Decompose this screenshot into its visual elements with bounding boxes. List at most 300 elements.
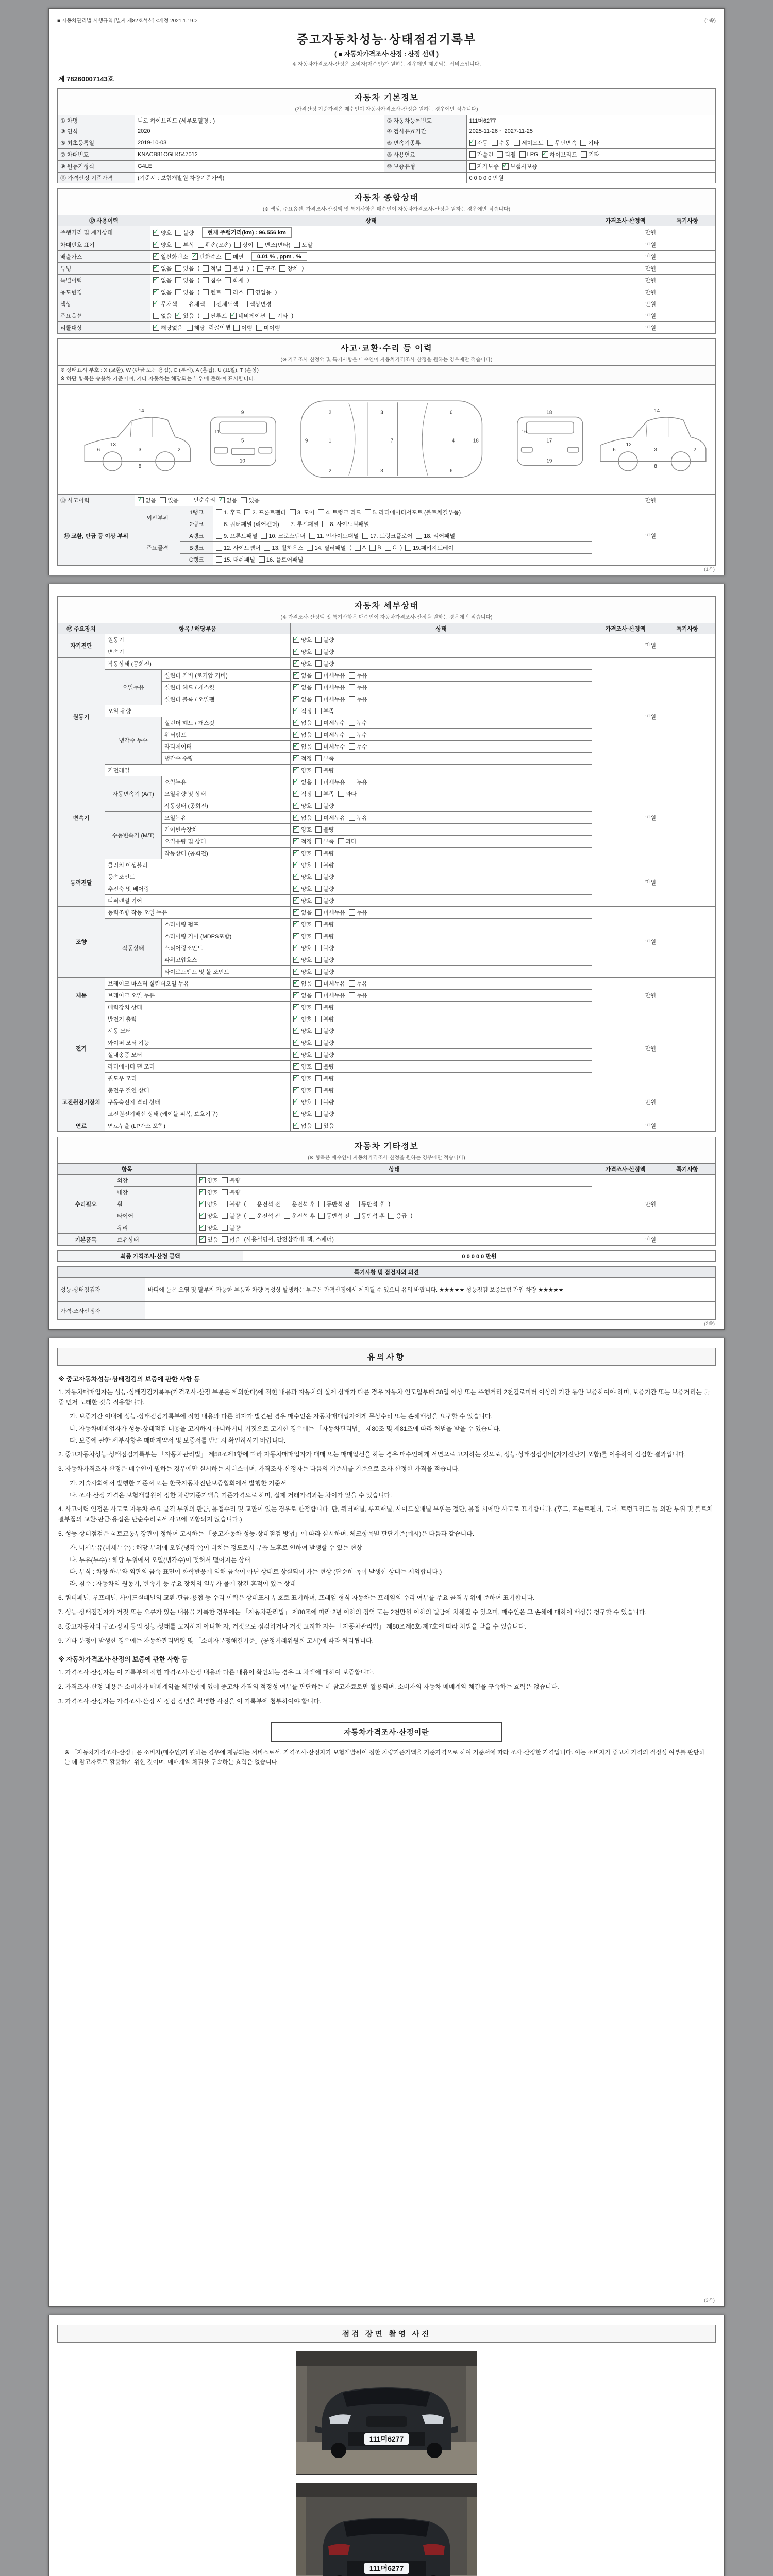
checkbox-option[interactable] bbox=[349, 778, 367, 786]
checkbox-option[interactable] bbox=[315, 766, 334, 774]
checkbox-option[interactable] bbox=[153, 300, 177, 308]
checkbox-option[interactable] bbox=[315, 754, 334, 762]
checkbox-option[interactable] bbox=[175, 312, 194, 320]
checkbox-option[interactable] bbox=[261, 532, 305, 540]
checkbox-option[interactable] bbox=[349, 731, 367, 739]
checkbox-option[interactable] bbox=[315, 1074, 334, 1082]
device-item: 브레이크 오일 누유 bbox=[105, 989, 291, 1001]
checkbox-option[interactable] bbox=[293, 932, 312, 940]
checkbox-option[interactable] bbox=[199, 1176, 218, 1184]
checkbox-option[interactable] bbox=[203, 288, 221, 296]
checkbox-option[interactable] bbox=[222, 1235, 240, 1244]
checkbox-option[interactable] bbox=[307, 544, 346, 552]
checkbox-label: 양호 bbox=[301, 1016, 312, 1023]
checkbox-option[interactable] bbox=[315, 778, 345, 786]
checkbox-option[interactable] bbox=[199, 1224, 218, 1232]
checkbox-option[interactable] bbox=[199, 1188, 218, 1196]
checkbox-option[interactable] bbox=[315, 648, 334, 656]
checkbox-option[interactable] bbox=[293, 695, 312, 703]
checkbox-option[interactable] bbox=[416, 532, 455, 540]
checkbox-option[interactable] bbox=[293, 861, 312, 869]
checkbox-option[interactable] bbox=[153, 241, 172, 249]
checkbox-option[interactable] bbox=[293, 659, 312, 668]
checkbox-label: 자동 bbox=[477, 140, 488, 146]
checkbox-option[interactable] bbox=[315, 683, 345, 691]
checkbox-option[interactable] bbox=[293, 802, 312, 810]
checkbox-option[interactable] bbox=[349, 814, 367, 822]
notice-subitem: 다. 부식 : 차량 하부와 외판의 금속 표면이 화학반응에 의해 금속이 아닌 상태로 상실되어 가는 현상 (단순히 녹이 발생한 상태는 제외합니다.) bbox=[70, 1568, 442, 1575]
checkbox-icon bbox=[269, 313, 275, 319]
checkbox-option[interactable] bbox=[349, 719, 367, 727]
checkbox-option[interactable] bbox=[203, 264, 221, 273]
checkbox-option[interactable] bbox=[269, 312, 288, 320]
section-title bbox=[58, 189, 716, 215]
checkbox-option[interactable] bbox=[241, 496, 259, 504]
checkbox-option[interactable] bbox=[293, 683, 312, 691]
checkbox-option[interactable] bbox=[209, 300, 239, 308]
checkbox-option[interactable] bbox=[222, 1176, 240, 1184]
checkbox-label: 양호 bbox=[301, 886, 312, 892]
checkbox-option[interactable] bbox=[293, 766, 312, 774]
checkbox-label: 렌트 bbox=[210, 290, 222, 296]
checkbox-option[interactable] bbox=[315, 1027, 334, 1035]
checkbox-label: 불법 bbox=[232, 266, 244, 273]
checkbox-icon bbox=[514, 140, 520, 146]
checkbox-label: 없음 bbox=[301, 779, 312, 786]
checkbox-checked-icon bbox=[293, 1028, 299, 1034]
checkbox-option[interactable] bbox=[581, 150, 599, 159]
checkbox-option[interactable] bbox=[293, 648, 312, 656]
checkbox-option[interactable] bbox=[199, 1200, 218, 1208]
basic-row bbox=[58, 115, 716, 126]
checkbox-option[interactable] bbox=[222, 1200, 240, 1208]
checkbox-option[interactable] bbox=[198, 241, 231, 249]
checkbox-option[interactable] bbox=[309, 532, 359, 540]
checkbox-option[interactable] bbox=[284, 1212, 315, 1220]
parts-items bbox=[213, 553, 592, 565]
checkbox-option[interactable] bbox=[293, 1074, 312, 1082]
checkbox-icon bbox=[315, 1123, 322, 1129]
checkbox-option[interactable] bbox=[175, 264, 194, 273]
checkbox-option[interactable] bbox=[293, 790, 312, 798]
note-cell bbox=[659, 494, 715, 506]
column-header: 특기사항 bbox=[659, 623, 715, 634]
checkbox-option[interactable] bbox=[293, 1050, 312, 1059]
price-survey-definition-title: 자동차가격조사·산정이란 bbox=[271, 1722, 502, 1742]
checkbox-option[interactable] bbox=[354, 1200, 385, 1208]
checkbox-option[interactable] bbox=[318, 508, 361, 516]
checkbox-option[interactable] bbox=[279, 264, 298, 273]
checkbox-checked-icon bbox=[293, 886, 299, 892]
checkbox-option[interactable] bbox=[192, 252, 222, 261]
checkbox-option[interactable] bbox=[225, 276, 243, 284]
checkbox-option[interactable] bbox=[388, 1212, 407, 1220]
checkbox-icon bbox=[315, 791, 322, 797]
device-state bbox=[291, 1072, 592, 1084]
checkbox-checked-icon bbox=[230, 313, 237, 319]
checkbox-option[interactable] bbox=[293, 873, 312, 881]
checkbox-label: 없음 bbox=[301, 743, 312, 750]
checkbox-icon bbox=[315, 755, 322, 761]
checkbox-label: 있음 bbox=[183, 278, 194, 284]
checkbox-option[interactable] bbox=[315, 790, 334, 798]
checkbox-label: 양호 bbox=[301, 945, 312, 952]
checkbox-option[interactable] bbox=[293, 1062, 312, 1071]
checkbox-option[interactable] bbox=[153, 324, 183, 332]
checkbox-option[interactable] bbox=[315, 636, 334, 644]
checkbox-option[interactable] bbox=[315, 908, 345, 917]
checkbox-option[interactable] bbox=[580, 139, 599, 147]
checkbox-label: 양호 bbox=[301, 1052, 312, 1058]
checkbox-icon bbox=[315, 1028, 322, 1034]
checkbox-option[interactable] bbox=[293, 956, 312, 964]
checkbox-option[interactable] bbox=[315, 896, 334, 905]
device-state bbox=[291, 823, 592, 835]
checkbox-option[interactable] bbox=[315, 671, 345, 680]
checkbox-option[interactable] bbox=[293, 885, 312, 893]
checkbox-option[interactable] bbox=[293, 849, 312, 857]
checkbox-icon bbox=[309, 533, 315, 539]
checkbox-label: 양호 bbox=[207, 1177, 219, 1184]
checkbox-option[interactable] bbox=[153, 264, 172, 273]
checkbox-option[interactable] bbox=[160, 496, 178, 504]
checkbox-option[interactable] bbox=[315, 1039, 334, 1047]
checkbox-option[interactable] bbox=[199, 1212, 218, 1220]
checkbox-option[interactable] bbox=[349, 671, 367, 680]
checkbox-option[interactable] bbox=[293, 636, 312, 644]
checkbox-option[interactable] bbox=[315, 802, 334, 810]
checkbox-option[interactable] bbox=[315, 837, 334, 845]
checkbox-checked-icon bbox=[199, 1201, 206, 1207]
checkbox-option[interactable] bbox=[315, 1098, 334, 1106]
checkbox-label: 6. 쿼터패널 (리어펜더) bbox=[224, 521, 279, 528]
checkbox-icon bbox=[349, 684, 355, 690]
note-cell bbox=[659, 906, 715, 977]
checkbox-option[interactable] bbox=[230, 312, 265, 320]
checkbox-option[interactable] bbox=[293, 944, 312, 952]
final-price-label: 최종 가격조사·산정 금액 bbox=[58, 1250, 243, 1261]
checkbox-option[interactable] bbox=[349, 695, 367, 703]
checkbox-label: 운전석 전 bbox=[257, 1213, 280, 1219]
device-state bbox=[291, 894, 592, 906]
checkbox-option[interactable] bbox=[315, 731, 345, 739]
checkbox-option[interactable] bbox=[203, 276, 221, 284]
checkbox-option[interactable] bbox=[315, 849, 334, 857]
checkbox-option[interactable] bbox=[293, 908, 312, 917]
checkbox-option[interactable] bbox=[290, 508, 314, 516]
checkbox-option[interactable] bbox=[315, 932, 334, 940]
checkbox-option[interactable] bbox=[315, 1062, 334, 1071]
field-label: ⑥ 변속기종류 bbox=[384, 137, 466, 149]
usage-item-label: 튜닝 bbox=[58, 263, 150, 275]
checkbox-option[interactable] bbox=[153, 229, 172, 237]
checkbox-option[interactable] bbox=[293, 1122, 312, 1130]
checkbox-label: 기타 bbox=[588, 140, 599, 146]
checkbox-option[interactable] bbox=[315, 1110, 334, 1118]
diagram-part-number: 2 bbox=[328, 468, 332, 474]
checkbox-label: 2. 프론트펜더 bbox=[252, 509, 286, 516]
checkbox-option[interactable] bbox=[355, 545, 366, 551]
checkbox-option[interactable] bbox=[362, 532, 412, 540]
checkbox-label: 12. 사이드멤버 bbox=[224, 545, 261, 551]
checkbox-option[interactable] bbox=[293, 1110, 312, 1118]
checkbox-option[interactable] bbox=[225, 288, 243, 296]
notice-subitem: 다. 보증에 관한 세부사항은 매매계약서 및 보증서를 반드시 확인하시기 바랍니다. bbox=[70, 1436, 286, 1444]
note-cell bbox=[659, 977, 715, 1013]
checkbox-checked-icon bbox=[293, 921, 299, 927]
checkbox-option[interactable] bbox=[338, 837, 357, 845]
notice-paragraph: 1. 가격조사·산정자는 이 기록부에 적힌 가격조사·산정 내용과 다른 내용이 확인되는 경우 그 차액에 대하여 보증합니다. bbox=[58, 1669, 374, 1676]
checkbox-option[interactable] bbox=[502, 162, 537, 171]
checkbox-icon bbox=[315, 696, 322, 702]
price-cell: 만원 bbox=[592, 263, 659, 275]
checkbox-label: 불량 bbox=[229, 1225, 241, 1231]
checkbox-option[interactable] bbox=[153, 288, 172, 296]
diagram-part-number: 1 bbox=[328, 438, 332, 444]
checkbox-option[interactable] bbox=[216, 520, 279, 528]
checkbox-label: 양호 bbox=[301, 826, 312, 833]
checkbox-option[interactable] bbox=[315, 944, 334, 952]
checkbox-icon bbox=[349, 672, 355, 679]
checkbox-option[interactable] bbox=[293, 814, 312, 822]
checkbox-option[interactable] bbox=[175, 241, 194, 249]
checkbox-option[interactable] bbox=[175, 276, 194, 284]
checkbox-option[interactable] bbox=[519, 151, 539, 158]
checkbox-option[interactable] bbox=[315, 920, 334, 928]
checkbox-option[interactable] bbox=[284, 1200, 315, 1208]
checkbox-option[interactable] bbox=[175, 229, 194, 237]
checkbox-option[interactable] bbox=[256, 324, 280, 332]
checkbox-option[interactable] bbox=[234, 241, 253, 249]
checkbox-option[interactable] bbox=[293, 719, 312, 727]
checkbox-option[interactable] bbox=[225, 252, 244, 261]
checkbox-option[interactable] bbox=[219, 496, 237, 504]
checkbox-option[interactable] bbox=[293, 896, 312, 905]
checkbox-option[interactable] bbox=[216, 532, 257, 540]
checkbox-option[interactable] bbox=[315, 1003, 334, 1011]
checkbox-label: 색상변경 bbox=[249, 301, 272, 308]
checkbox-option[interactable] bbox=[293, 825, 312, 834]
checkbox-option[interactable] bbox=[315, 968, 334, 976]
checkbox-option[interactable] bbox=[385, 545, 397, 551]
checkbox-option[interactable] bbox=[315, 956, 334, 964]
checkbox-label: 미세누수 bbox=[323, 743, 345, 750]
checkbox-option[interactable] bbox=[369, 545, 381, 551]
checkbox-option[interactable] bbox=[216, 508, 241, 516]
checkbox-option[interactable] bbox=[293, 1015, 312, 1023]
column-header-row bbox=[58, 1163, 716, 1174]
checkbox-icon bbox=[349, 815, 355, 821]
checkbox-option[interactable] bbox=[293, 754, 312, 762]
checkbox-option[interactable] bbox=[153, 312, 172, 320]
checkbox-option[interactable] bbox=[349, 991, 367, 999]
checkbox-option[interactable] bbox=[547, 139, 577, 147]
detail-row bbox=[58, 1013, 716, 1025]
checkbox-option[interactable] bbox=[315, 814, 345, 822]
checkbox-label: 양호 bbox=[207, 1225, 219, 1231]
checkbox-option[interactable] bbox=[203, 312, 227, 320]
checkbox-option[interactable] bbox=[315, 991, 345, 999]
checkbox-icon bbox=[315, 886, 322, 892]
checkbox-option[interactable] bbox=[293, 991, 312, 999]
device-item: 실린더 헤드 / 개스킷 bbox=[162, 681, 291, 693]
section-note: (※ 항목은 매수인이 자동차가격조사·산정을 원하는 경우에만 적습니다) bbox=[308, 1155, 465, 1161]
section-title bbox=[58, 596, 716, 623]
checkbox-option[interactable] bbox=[233, 324, 252, 332]
checkbox-option[interactable] bbox=[225, 264, 243, 273]
checkbox-label: 미세누수 bbox=[323, 720, 345, 726]
checkbox-option[interactable] bbox=[293, 837, 312, 845]
checkbox-option[interactable] bbox=[247, 288, 272, 296]
checkbox-option[interactable] bbox=[315, 659, 334, 668]
checkbox-option[interactable] bbox=[293, 731, 312, 739]
price-cell: 만원 bbox=[592, 286, 659, 298]
checkbox-label: 양호 bbox=[207, 1201, 219, 1208]
checkbox-option[interactable] bbox=[222, 1212, 240, 1220]
checkbox-option[interactable] bbox=[293, 1039, 312, 1047]
checkbox-option[interactable] bbox=[514, 139, 544, 147]
checkbox-option[interactable] bbox=[293, 920, 312, 928]
checkbox-option[interactable] bbox=[354, 1212, 385, 1220]
price-cell: 만원 bbox=[592, 494, 659, 506]
checkbox-label: 부족 bbox=[323, 755, 334, 762]
checkbox-option[interactable] bbox=[293, 707, 312, 715]
diagram-part-number: 16 bbox=[521, 429, 527, 435]
checkbox-option[interactable] bbox=[222, 1188, 240, 1196]
checkbox-option[interactable] bbox=[249, 1212, 280, 1220]
checkbox-option[interactable] bbox=[153, 276, 172, 284]
checkbox-option[interactable] bbox=[349, 908, 367, 917]
checkbox-option[interactable] bbox=[175, 288, 194, 296]
checkbox-checked-icon bbox=[293, 897, 299, 904]
checkbox-option[interactable] bbox=[199, 1235, 218, 1244]
device-item: 배력장치 상태 bbox=[105, 1001, 291, 1013]
checkbox-label: 양호 bbox=[207, 1189, 219, 1196]
checkbox-option[interactable] bbox=[293, 671, 312, 680]
device-state bbox=[291, 871, 592, 883]
notice-paragraph: 1. 자동차매매업자는 성능·상태점검기록부(가격조사·산정 부분은 제외한다)에 적힌 내용과 자동차의 실제 상태가 다른 경우 자동차 인도일부터 30일 이상 또는 주행거리 2천킬로미터 이상의 기간 동안 보증하여야 하며, 보증기간 또는 보증거리는 둘 중 먼저 도래한 것을 적용합니다. bbox=[58, 1388, 710, 1406]
checkbox-option[interactable] bbox=[315, 1050, 334, 1059]
checkbox-option[interactable] bbox=[242, 300, 272, 308]
checkbox-option[interactable] bbox=[181, 300, 205, 308]
checkbox-option[interactable] bbox=[257, 264, 276, 273]
checkbox-label: 없음 bbox=[301, 815, 312, 821]
checkbox-option[interactable] bbox=[322, 520, 369, 528]
checkbox-option[interactable] bbox=[315, 825, 334, 834]
checkbox-option[interactable] bbox=[469, 162, 499, 171]
checkbox-label: 양호 bbox=[301, 1087, 312, 1094]
checkbox-option[interactable] bbox=[315, 861, 334, 869]
checkbox-option[interactable] bbox=[294, 241, 312, 249]
checkbox-option[interactable] bbox=[249, 1200, 280, 1208]
checkbox-option[interactable] bbox=[349, 979, 367, 988]
checkbox-option[interactable] bbox=[315, 1086, 334, 1094]
checkbox-label: 있음 bbox=[323, 1123, 334, 1129]
checkbox-option[interactable] bbox=[293, 1086, 312, 1094]
checkbox-option[interactable] bbox=[264, 544, 303, 552]
checkbox-option[interactable] bbox=[216, 544, 260, 552]
checkbox-option[interactable] bbox=[365, 508, 461, 516]
checkbox-option[interactable] bbox=[315, 695, 345, 703]
inline-text: ) bbox=[301, 265, 304, 272]
checkbox-option[interactable] bbox=[138, 496, 156, 504]
checkbox-option[interactable] bbox=[293, 968, 312, 976]
checkbox-label: LPG bbox=[527, 151, 539, 158]
checkbox-option[interactable] bbox=[318, 1200, 350, 1208]
checkbox-option[interactable] bbox=[187, 324, 205, 332]
checkbox-option[interactable] bbox=[283, 520, 319, 528]
checkbox-option[interactable] bbox=[293, 979, 312, 988]
checkbox-label: 동반석 후 bbox=[361, 1213, 385, 1219]
column-header: ⑮ 주요장치 bbox=[58, 623, 105, 634]
checkbox-option[interactable] bbox=[259, 555, 303, 564]
checkbox-option[interactable] bbox=[315, 719, 345, 727]
checkbox-option[interactable] bbox=[349, 683, 367, 691]
checkbox-option[interactable] bbox=[293, 742, 312, 751]
checkbox-icon bbox=[519, 151, 526, 158]
checkbox-option[interactable] bbox=[469, 139, 488, 147]
usage-history-row bbox=[58, 251, 716, 263]
parts-category: 외판부위 bbox=[135, 506, 180, 530]
checkbox-option[interactable] bbox=[293, 778, 312, 786]
checkbox-label: 전체도색 bbox=[216, 301, 239, 308]
checkbox-option[interactable] bbox=[315, 1122, 334, 1130]
checkbox-option[interactable] bbox=[338, 790, 357, 798]
device-state bbox=[291, 1120, 592, 1131]
checkbox-option[interactable] bbox=[315, 1015, 334, 1023]
checkbox-option[interactable] bbox=[222, 1224, 240, 1232]
final-price-unit: 만원 bbox=[485, 1253, 497, 1260]
checkbox-option[interactable] bbox=[216, 555, 255, 564]
checkbox-icon bbox=[315, 720, 322, 726]
checkbox-option[interactable] bbox=[469, 150, 494, 159]
checkbox-checked-icon bbox=[293, 969, 299, 975]
checkbox-label: 무단변속 bbox=[554, 140, 577, 146]
checkbox-option[interactable] bbox=[315, 742, 345, 751]
checkbox-icon bbox=[318, 509, 324, 515]
checkbox-option[interactable] bbox=[315, 707, 334, 715]
checkbox-option[interactable] bbox=[153, 252, 188, 261]
checkbox-label: 썬루프 bbox=[210, 313, 227, 320]
inspection-photo-rear bbox=[296, 2483, 477, 2576]
checkbox-option[interactable] bbox=[349, 742, 367, 751]
checkbox-label: 부족 bbox=[323, 708, 334, 715]
checkbox-icon bbox=[247, 289, 254, 295]
device-item: 오일유량 및 상태 bbox=[162, 835, 291, 847]
checkbox-checked-icon bbox=[153, 265, 159, 272]
checkbox-icon bbox=[315, 1004, 322, 1010]
checkbox-option[interactable] bbox=[497, 150, 515, 159]
device-state bbox=[291, 930, 592, 942]
checkbox-icon bbox=[222, 1189, 228, 1195]
checkbox-option[interactable] bbox=[293, 1027, 312, 1035]
device-state bbox=[291, 1108, 592, 1120]
inline-text: 단순수리 bbox=[182, 497, 216, 503]
checkbox-option[interactable] bbox=[405, 544, 453, 552]
checkbox-option[interactable] bbox=[318, 1212, 350, 1220]
checkbox-option[interactable] bbox=[257, 241, 291, 249]
checkbox-option[interactable] bbox=[293, 1098, 312, 1106]
checkbox-option[interactable] bbox=[315, 873, 334, 881]
checkbox-option[interactable] bbox=[315, 885, 334, 893]
checkbox-option[interactable] bbox=[244, 508, 285, 516]
checkbox-option[interactable] bbox=[492, 139, 510, 147]
checkbox-option[interactable] bbox=[542, 150, 577, 159]
checkbox-option[interactable] bbox=[293, 1003, 312, 1011]
column-header: 상태 bbox=[291, 623, 592, 634]
checkbox-option[interactable] bbox=[315, 979, 345, 988]
checkbox-checked-icon bbox=[293, 649, 299, 655]
